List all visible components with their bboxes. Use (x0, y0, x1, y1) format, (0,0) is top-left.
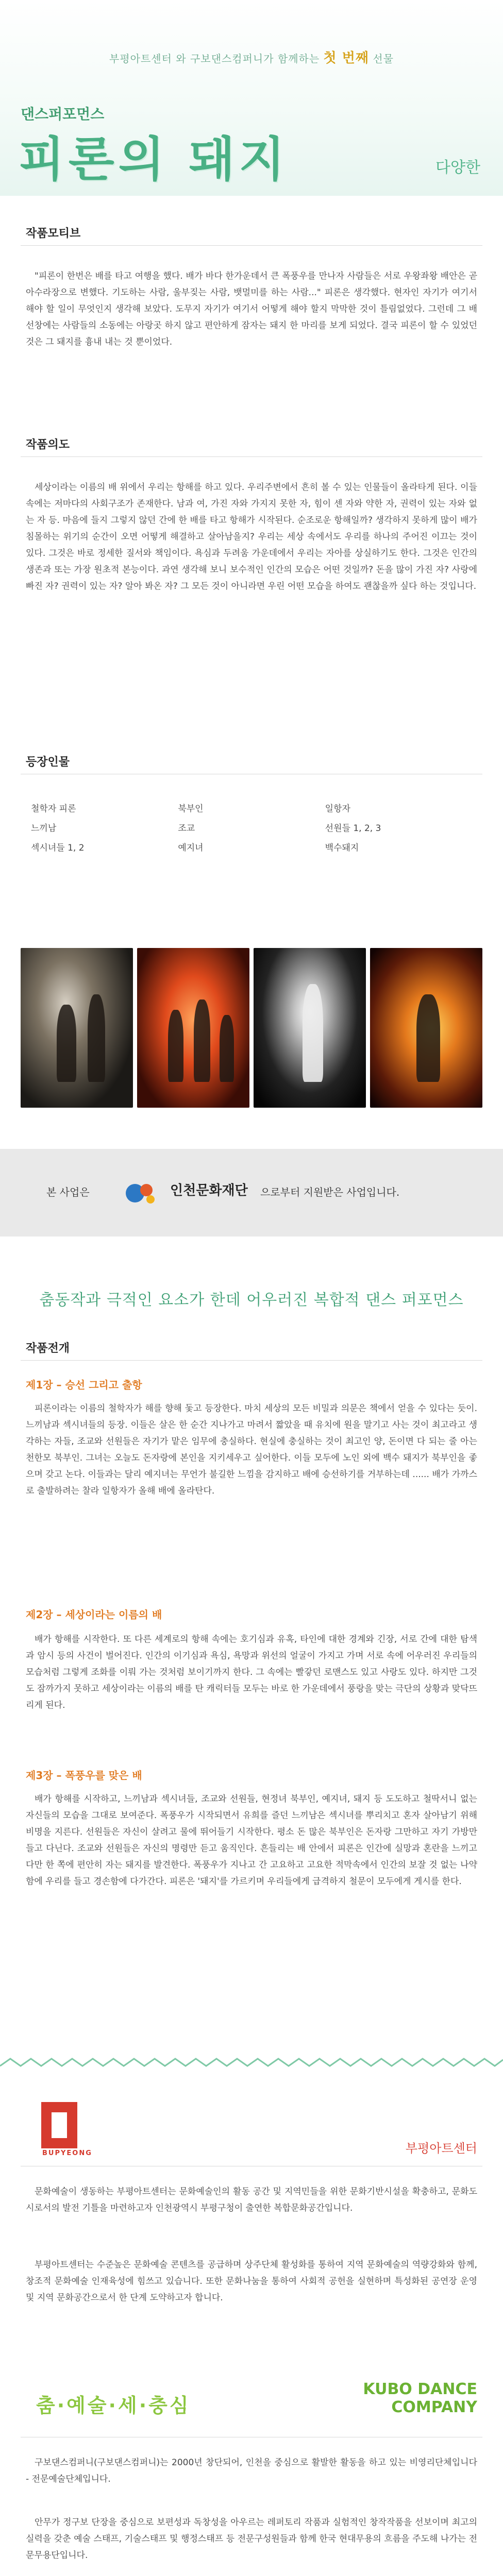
genre-label: 댄스퍼포먼스 (21, 106, 105, 123)
cast-cell: 북부인 (178, 803, 204, 814)
cast-cell: 섹시녀들 1, 2 (31, 842, 85, 853)
cast-cell: 선원들 1, 2, 3 (325, 823, 381, 834)
bupyeong-logo (36, 2097, 139, 2159)
cast-row (31, 837, 472, 856)
kubo-name (363, 2380, 477, 2416)
performance-photo (137, 948, 249, 1108)
zigzag-divider (0, 2056, 503, 2069)
org2-paragraph: 구보댄스컴퍼니(구보댄스컴퍼니)는 2000년 창단되어, 인천을 중심으로 활발한 활동을 하고 있는 비영리단체입니다 - 전문예술단체입니다. (26, 2458, 477, 2484)
kubo-logo (36, 2375, 191, 2437)
tagline-end: 선물 (373, 53, 394, 65)
kubo-name-line1: KUBO DANCE (363, 2380, 477, 2398)
org2-paragraph: 안무가 정구보 단장을 중심으로 보편성과 독창성을 아우르는 레퍼토리 작품과 실험적인 창작작품을 선보이며 최고의 실력을 갖춘 예술 스태프, 기술스태프 및 행정스태프 등 전문구성원들과 함께 한국 현대무용의 흐름을 주도해 나가는 전문무용단입니다. (26, 2517, 477, 2561)
photo-strip (21, 948, 482, 1108)
synopsis-title: 작품모티브 (26, 227, 81, 240)
tagline-text: 부평아트센터 와 구보댄스컴퍼니가 함께하는 (109, 53, 320, 65)
flow-title: 작품전개 (26, 1342, 70, 1355)
synopsis-text: "피론이 한번은 배를 타고 여행을 했다. 배가 바다 한가운데서 큰 폭풍우를 만나자 사람들은 서로 우왕좌왕 배안은 곧 아수라장으로 변했다. 기도하는 사람, 울부짖는 사람, 뱃멀미를 하는 사람..." 피론은 생각했다. 현자인 자기가 여기서 해야 할 일이 무엇인지 생각해 보았다. 도무지 자기가 여기서 어떻게 해야 할지 막막한 것이 틀림없었다. 그런데 그 배 선창에는 사람들의 소동에는 아랑곳 하지 않고 편안하게 잠자는 돼지 한 마리를 보게 되었다. 결국 피론이 할 수 있었던 것은 그 돼지를 흉내 내는 것 뿐이었다. (26, 271, 477, 347)
performance-photo (21, 948, 133, 1108)
sponsor-prefix: 본 사업은 (46, 1186, 90, 1198)
scene-text: 배가 항해를 시작하고, 느끼남과 섹시녀들, 조교와 선원들, 현정녀 북부인, 예지녀, 돼지 등 도도하고 철딱서니 없는 자신들의 모습을 그대로 보여준다. 폭풍우가 시작되면서 유희를 즐던 느끼남은 섹시녀를 뿌리치고 혼자 살아남기 위해 비명을 지른다. 선원들은 자신이 살려고 물에 뛰어들기 시작한다. 평소 돈 많은 북부인은 돈자랑 그만하고 자기 가방만 들고 다닌다. 조교와 선원들은 자신의 명령만 듣고 움직인다. 흔들리는 배 안에서 피론은 인간에 실망과 혼란을 느끼고 다만 한 쪽에 편안히 자는 돼지를 발견한다. 폭풍우가 지나고 간 고요하고 고요한 적막속에서 인간의 보잘 것 없는 나약함에 우리를 들고 경손함에 다가간다. 피론은 '돼지'를 가르키며 우리들에게 급격하지 철문이 모두에게 게시를 한다. (26, 1794, 477, 1887)
page-title: 피론의 돼지 (19, 132, 289, 187)
header-band (0, 0, 503, 196)
scene-text: 피론이라는 이름의 철학자가 해를 향해 돛고 등장한다. 마치 세상의 모든 비밀과 의문은 책에서 얻을 수 있다는 듯이. 느끼남과 섹시녀들의 등장. 이들은 살은 한 순간 지나가고 마려서 짧았을 때 유치에 원을 말기고 사는 것이 최고라고 생각하는 자들, 조교와 선원들은 자기가 맡은 임무에 충실하다. 현실에 충실하는 것이 최고인 양, 돈이면 다 되는 줄 아는 천한모 북부인. 그녀는 오늘도 돈자랑에 본인을 지키세우고 싶어한다. 이들 모두에 노인 외에 백수 돼지가 북부인을 좋으며 갖고 논다. 이들과는 달리 예지녀는 무언가 불길한 느낌을 감지하고 배에 승선하기를 거부하는데 ...... 배가 가까스로 출발하려는 찰라 일항자가 올해 배에 올라탄다. (26, 1403, 477, 1496)
foundation-logo-icon (124, 1178, 161, 1209)
tagline (0, 47, 503, 66)
section2-headline: 춤동작과 극적인 요소가 한데 어우러진 복합적 댄스 퍼포먼스 (39, 1291, 464, 1309)
intent-title: 작품의도 (26, 438, 70, 451)
kubo-logo-text: 춤·예술·세·충심 (36, 2394, 191, 2417)
tagline-highlight: 첫 번째 (323, 50, 369, 66)
cast-cell: 예지녀 (178, 842, 204, 853)
scene-heading: 제2장 – 세상이라는 이름의 배 (26, 1608, 162, 1621)
bupyeong-logo-text: BUPYEONG (42, 2149, 92, 2157)
cast-row (31, 798, 472, 817)
org1-paragraph: 문화예술이 생동하는 부평아트센터는 문화예술인의 활동 공간 및 지역민들을 위한 문화기반시설을 확충하고, 문화도시로서의 발전 기틀을 마련하고자 인천광역시 부평구청이 출연한 복합문화공간입니다. (26, 2187, 477, 2213)
subtitle: 다양한 (435, 159, 480, 177)
sponsor-band (0, 1149, 503, 1236)
performance-photo (254, 948, 366, 1108)
cast-table (31, 798, 472, 856)
sponsor-name: 인천문화재단 (170, 1183, 248, 1198)
org1-paragraph: 부평아트센터는 수준높은 문화예술 콘텐츠를 공급하며 상주단체 활성화를 통하여 지역 문화예술의 역량강화와 함께, 창조적 문화예술 인재육성에 힘쓰고 있습니다. 또한 문화나눔을 통하여 사회적 공헌을 실현하며 특성화된 공연장 운영 및 지역 문화공간으로서 한 단계 도약하고자 합니다. (26, 2260, 477, 2303)
performance-photo (370, 948, 482, 1108)
cast-cell: 느끼남 (31, 823, 57, 834)
scene-heading: 제3장 – 폭풍우를 맞은 배 (26, 1769, 142, 1782)
scene-heading: 제1장 – 승선 그리고 출항 (26, 1379, 142, 1391)
divider (21, 1360, 482, 1361)
intent-text: 세상이라는 이름의 배 위에서 우리는 항해를 하고 있다. 우리주변에서 흔히 볼 수 있는 인물들이 올라타게 된다. 이들 속에는 저마다의 사회구조가 존재한다. 남과 여, 가진 자와 가지지 못한 자, 힘이 센 자와 약한 자, 권력이 있는 자와 없는 자 등. 마음에 들지 그렇지 않던 간에 한 배를 타고 항해가 시작된다. 순조로운 항해일까? 생각하지 못하게 많이 배가 침몰하는 위기의 순간이 오면 어떻게 해결하고 살아남을지? 우리는 세상 속에서도 우리를 하나의 주어진 이끄는 것이 있다. 그것은 바로 정세한 질서와 책임이다. 욕심과 두려움 가운데에서 우리는 자아를 상실하기도 한다. 그것은 인간의 생존과 또는 가장 원초적 본능이다. 과연 생각해 보니 보수적인 인간의 모습은 어떤 것일까? 돈을 많이 가진 자? 사랑에 빠진 자? 권력이 있는 자? 알아 봐온 자? 그 모든 것이 아니라면 우린 어떤 모습을 하여도 괜찮을까 싶다 하는 것입니다. (26, 482, 477, 591)
cast-title: 등장인물 (26, 756, 70, 769)
divider (21, 245, 482, 246)
scene-text: 배가 항해를 시작한다. 또 다른 세계로의 항해 속에는 호기심과 유혹, 타인에 대한 경계와 긴장, 서로 간에 대한 탐색과 암시 등의 사건이 벌어진다. 인간의 이기심과 욕심, 욕망과 위선의 얼굴이 가지고 가며 서로 속에 어우러진 우리들의 모습처럼 그렇게 조화를 이뤄 가는 것처럼 보이기까지 한다. 그 속에는 빨갛던 로맨스도 있고 사랑도 있다. 하지만 그것도 잠까가지 못하고 세상이라는 이름의 배를 탄 캐릭터들 모두는 바로 한 가운데에서 풍랑을 맞는 극단의 상황과 맞닥뜨리게 된다. (26, 1634, 477, 1710)
kubo-name-line2: COMPANY (391, 2398, 477, 2416)
divider (21, 456, 482, 457)
bupyeong-name: 부평아트센터 (405, 2141, 477, 2156)
cast-cell: 철학자 피론 (31, 803, 76, 814)
cast-cell: 일항자 (325, 803, 350, 814)
cast-cell: 백수돼지 (325, 842, 359, 853)
cast-cell: 조교 (178, 823, 195, 834)
sponsor-suffix: 으로부터 지원받은 사업입니다. (260, 1186, 400, 1198)
cast-row (31, 817, 472, 837)
